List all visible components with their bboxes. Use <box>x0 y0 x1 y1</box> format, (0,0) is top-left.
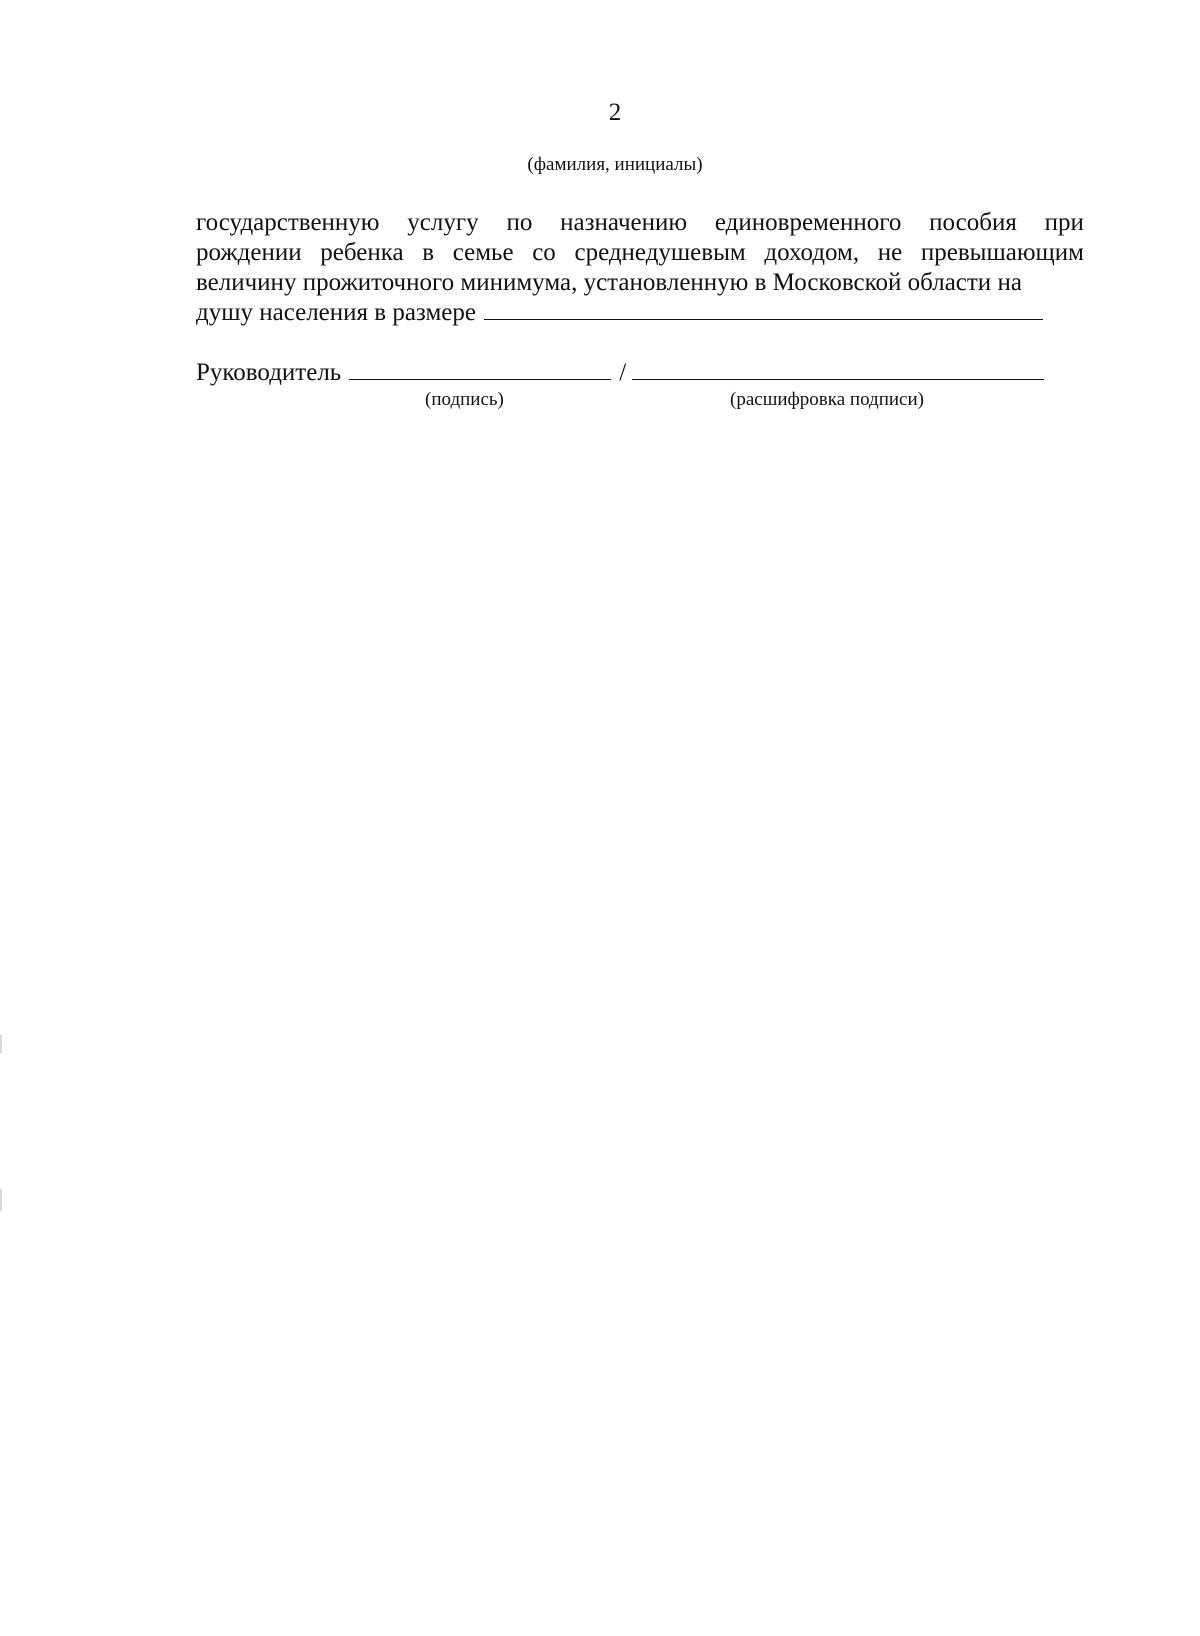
paragraph-word: услугу <box>407 209 479 236</box>
signature-row <box>196 358 1044 388</box>
paragraph-line-2 <box>196 238 1084 268</box>
paragraph-word: доходом, <box>764 239 860 266</box>
signature-decode-caption: (расшифровка подписи) <box>730 389 924 410</box>
paragraph-line-4 <box>196 298 1084 328</box>
paragraph-word: пособия <box>929 209 1017 236</box>
signature-caption: (подпись) <box>425 389 504 410</box>
paragraph-line-3: величину прожиточного минимума, установленную в Московской области на <box>196 269 1022 296</box>
paragraph-word: рождении <box>196 239 302 266</box>
amount-label: душу населения в размере <box>196 299 476 326</box>
paragraph-word: среднедушевым <box>574 239 746 266</box>
paragraph-word: превышающим <box>920 239 1084 266</box>
signature-input-line[interactable] <box>349 359 611 380</box>
paragraph-word: ребенка <box>320 239 404 266</box>
paragraph-word: по <box>506 209 533 236</box>
signature-separator: / <box>619 359 627 386</box>
paragraph-word: со <box>532 239 556 266</box>
main-paragraph <box>196 208 1084 328</box>
paragraph-word: назначению <box>560 209 688 236</box>
paragraph-word: семье <box>452 239 514 266</box>
paragraph-word: в <box>422 239 435 266</box>
scan-edge-mark <box>0 1189 2 1211</box>
paragraph-line-1 <box>196 208 1084 238</box>
signature-decode-input-line[interactable] <box>632 359 1044 380</box>
paragraph-word: не <box>877 239 903 266</box>
director-label: Руководитель <box>196 359 342 386</box>
page-number: 2 <box>608 99 622 126</box>
scan-edge-mark <box>0 1035 2 1053</box>
name-initials-caption: (фамилия, инициалы) <box>527 154 703 175</box>
paragraph-word: при <box>1044 209 1084 236</box>
paragraph-word: государственную <box>196 209 380 236</box>
paragraph-word: единовременного <box>714 209 902 236</box>
amount-input-line[interactable] <box>484 299 1043 320</box>
